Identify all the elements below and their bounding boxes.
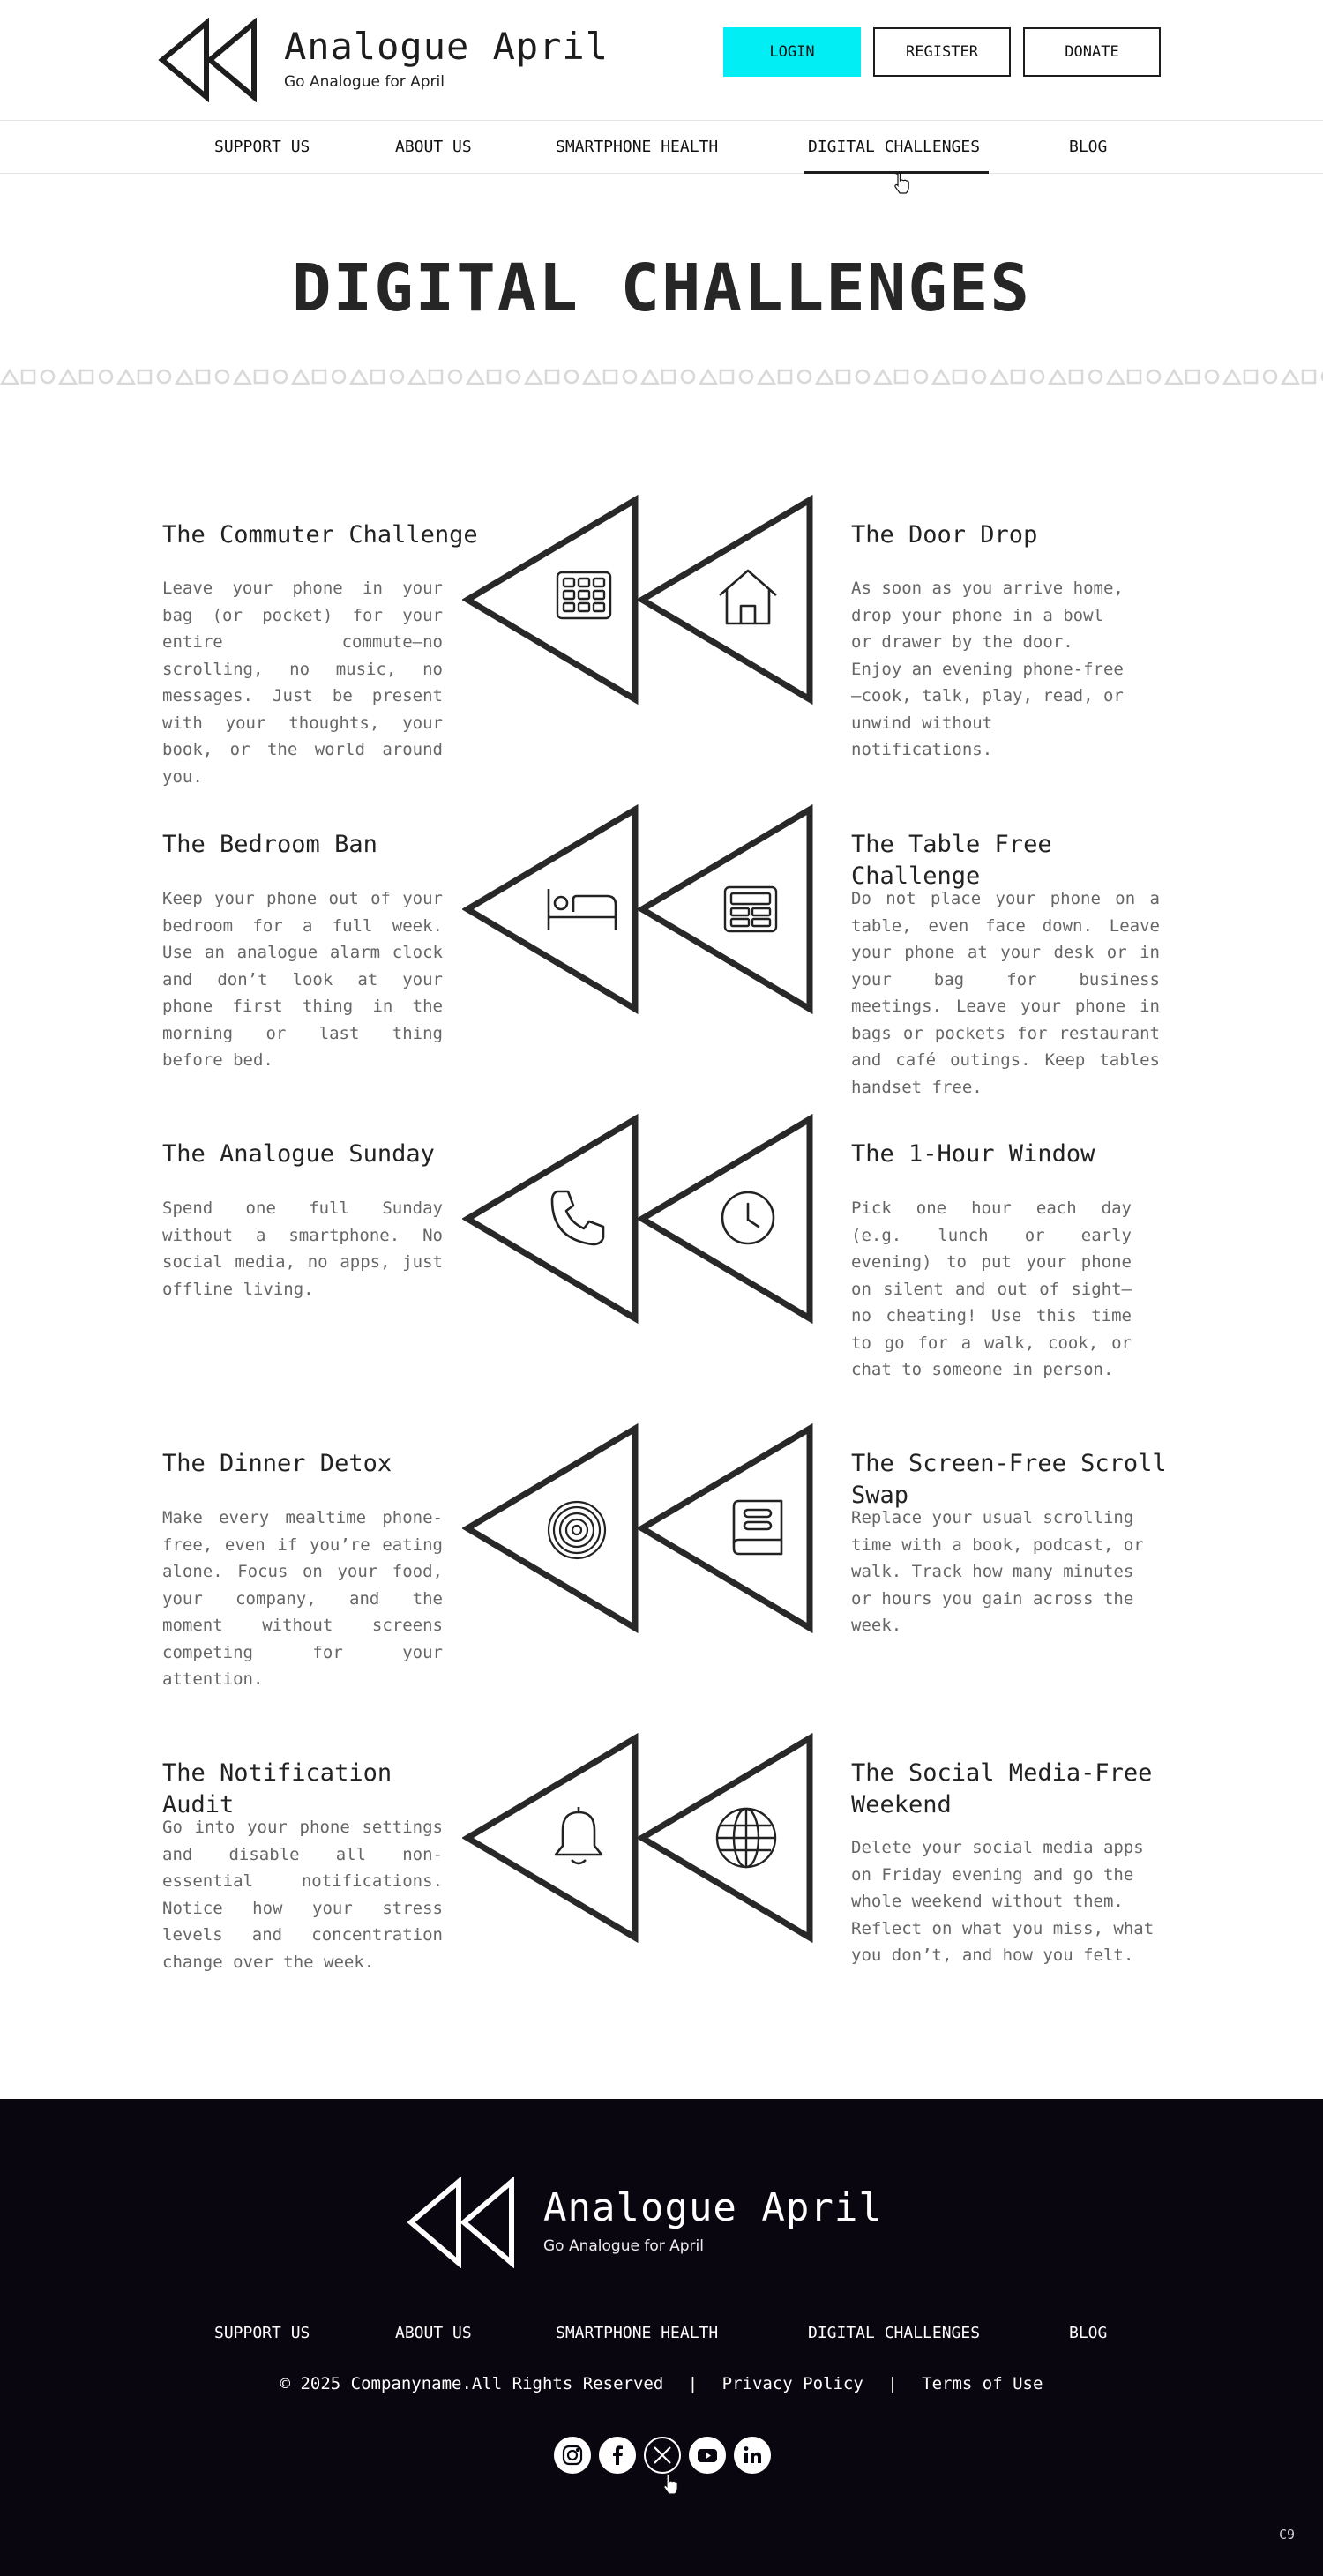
pattern-shape	[235, 370, 250, 384]
brand-tagline: Go Analogue for April	[284, 73, 445, 91]
challenge-description: Pick one hour each day (e.g. lunch or early evening) to put your phone on silent and out of sight—no cheating! Use this time to go for a walk, cook, or chat to someone in person.	[851, 1198, 1132, 1379]
pattern-shape	[526, 370, 542, 384]
pattern-shape	[351, 370, 367, 384]
x-icon[interactable]	[644, 2437, 681, 2474]
pattern-shape	[1245, 370, 1257, 383]
challenge-description: As soon as you arrive home, drop your phone in a bowl or drawer by the door. Enjoy an evening phone-free—cook, talk, play, read, or unwind without notifications.	[851, 579, 1124, 759]
pattern-shape	[953, 370, 966, 383]
nav-blog[interactable]: BLOG	[1069, 138, 1108, 156]
rewind-logo-icon	[406, 2177, 517, 2268]
challenge-triangles	[462, 804, 815, 1014]
pattern-shape	[430, 370, 442, 383]
donate-button[interactable]: DONATE	[1023, 27, 1161, 77]
pattern-shape	[700, 370, 716, 384]
challenge-triangles	[462, 1733, 815, 1943]
footer-brand-name: Analogue April	[543, 2185, 883, 2230]
challenge-description: Make every mealtime phone-free, even if you’re eating alone. Focus on your food, your company, and the moment without screens competing for your attention.	[162, 1508, 443, 1689]
challenge-title: The Screen-Free Scroll Swap	[851, 1450, 1167, 1509]
challenge-description: Keep your phone out of your bedroom for a full week. Use an analogue alarm clock and don’t look at your phone first thing in the morning or last thing before bed.	[162, 889, 443, 1070]
pattern-shape	[933, 370, 949, 384]
pattern-shape	[449, 370, 461, 383]
social-links	[554, 2437, 771, 2474]
pattern-shape	[875, 370, 891, 384]
pattern-shape	[1050, 370, 1065, 384]
pattern-shape	[682, 370, 694, 383]
main-nav	[0, 121, 1323, 174]
challenge-description: Delete your social media apps on Friday evening and go the whole weekend without them. Reflect on what you miss, what you don’t, and how you felt.	[851, 1838, 1155, 1965]
footer-nav-blog[interactable]: BLOG	[1069, 2324, 1108, 2342]
pattern-shape	[915, 370, 927, 383]
pattern-shape	[721, 370, 733, 383]
pattern-shape	[1108, 370, 1124, 384]
pattern-shape	[1282, 370, 1298, 384]
pattern-shape	[779, 370, 791, 383]
instagram-icon[interactable]	[554, 2437, 591, 2474]
pattern-shape	[216, 370, 228, 383]
nav-digital-challenges[interactable]: DIGITAL CHALLENGES	[808, 121, 980, 174]
pattern-shape	[409, 370, 425, 384]
footer-nav-digital-challenges[interactable]: DIGITAL CHALLENGES	[808, 2324, 981, 2342]
pattern-shape	[100, 370, 112, 383]
pattern-shape	[1186, 370, 1199, 383]
corner-label: C9	[1278, 2527, 1295, 2542]
footer-brand-logo[interactable]	[406, 2177, 883, 2268]
challenge-title: The Analogue Sunday	[162, 1140, 435, 1168]
pattern-shape	[1031, 370, 1043, 383]
login-button[interactable]: LOGIN	[723, 27, 861, 77]
pattern-shape	[565, 370, 578, 383]
pattern-shape	[1264, 370, 1276, 383]
challenge-triangles	[462, 1114, 815, 1324]
pattern-shape	[642, 370, 658, 384]
pattern-shape	[176, 370, 192, 384]
pattern-shape	[391, 370, 403, 383]
pattern-shape	[1089, 370, 1102, 383]
site-header	[0, 0, 1323, 121]
page-title: DIGITAL CHALLENGES	[292, 250, 1031, 326]
pattern-shape	[662, 370, 675, 383]
pattern-shape	[1166, 370, 1182, 384]
pattern-shape	[488, 370, 500, 383]
footer-brand-tagline: Go Analogue for April	[543, 2237, 704, 2255]
pattern-shape	[255, 370, 267, 383]
challenge-title: The Social Media-Free Weekend	[851, 1759, 1153, 1818]
pattern-shape	[1070, 370, 1082, 383]
challenge-description: Leave your phone in your bag (or pocket) for your entire commute—no scrolling, no music, no messages. Just be present with your thoughts, your book, or the world around you.	[162, 579, 443, 787]
pattern-shape	[118, 370, 134, 384]
pattern-shape	[22, 370, 34, 383]
privacy-policy-link[interactable]: Privacy Policy	[721, 2374, 863, 2393]
terms-of-use-link[interactable]: Terms of Use	[922, 2374, 1043, 2393]
nav-support-us[interactable]: SUPPORT US	[214, 138, 310, 156]
pattern-shape	[895, 370, 908, 383]
challenge-title: The 1-Hour Window	[851, 1140, 1095, 1168]
pattern-shape	[1224, 370, 1240, 384]
pattern-shape	[158, 370, 170, 383]
challenge-title: The Commuter Challenge	[162, 521, 478, 549]
pattern-shape	[507, 370, 519, 383]
pattern-shape	[546, 370, 558, 383]
copyright-text: © 2025 Companyname.All Rights Reserved	[280, 2374, 664, 2393]
challenge-description: Spend one full Sunday without a smartphone. No social media, no apps, just offline living.	[162, 1198, 443, 1299]
challenge-title: The Table Free Challenge	[851, 831, 1052, 890]
legal-separator: |	[887, 2374, 898, 2393]
pattern-shape	[798, 370, 811, 383]
pattern-shape	[60, 370, 76, 384]
pattern-shape	[740, 370, 752, 383]
facebook-icon[interactable]	[599, 2437, 636, 2474]
footer-nav-smartphone-health[interactable]: SMARTPHONE HEALTH	[556, 2324, 719, 2342]
pattern-shape	[313, 370, 325, 383]
pattern-shape	[1303, 370, 1315, 383]
hand-cursor-icon	[660, 2473, 679, 2496]
pattern-shape	[759, 370, 774, 384]
footer-nav-support-us[interactable]: SUPPORT US	[214, 2324, 310, 2342]
pattern-shape	[371, 370, 384, 383]
hand-cursor-icon	[891, 172, 910, 195]
pattern-shape	[604, 370, 617, 383]
challenge-triangles	[462, 495, 815, 705]
pattern-shape	[837, 370, 849, 383]
challenge-title: The Bedroom Ban	[162, 831, 377, 858]
pattern-shape	[624, 370, 636, 383]
pattern-shape	[467, 370, 483, 384]
pattern-shape	[817, 370, 833, 384]
pattern-shape	[584, 370, 600, 384]
site-footer	[0, 2099, 1323, 2576]
challenge-triangles	[462, 1423, 815, 1633]
challenge-description: Replace your usual scrolling time with a book, podcast, or walk. Track how many minutes or hours you gain across the week.	[851, 1508, 1144, 1635]
pattern-shape	[333, 370, 345, 383]
pattern-shape	[274, 370, 287, 383]
linkedin-icon[interactable]	[734, 2437, 771, 2474]
pattern-shape	[1012, 370, 1024, 383]
pattern-shape	[80, 370, 93, 383]
challenge-title: The Dinner Detox	[162, 1450, 392, 1477]
footer-legal	[0, 2374, 1323, 2393]
pattern-shape	[197, 370, 209, 383]
challenge-description: Go into your phone settings and disable all non-essential notifications. Notice how your stress levels and concentration change over the week.	[162, 1818, 443, 1972]
legal-separator: |	[687, 2374, 699, 2393]
pattern-shape	[293, 370, 309, 384]
challenge-description: Do not place your phone on a table, even face down. Leave your phone at your desk or in your bag for business meetings. Leave your phone in bags or pockets for restaurant and café outings. Keep tables handset free.	[851, 889, 1160, 1097]
pattern-shape	[973, 370, 985, 383]
pattern-shape	[1206, 370, 1218, 383]
brand-logo[interactable]	[157, 18, 609, 102]
youtube-icon[interactable]	[689, 2437, 726, 2474]
pattern-shape	[2, 370, 18, 384]
pattern-shape	[138, 370, 151, 383]
pattern-shape	[991, 370, 1007, 384]
challenge-title: The Door Drop	[851, 521, 1038, 549]
pattern-shape	[1128, 370, 1140, 383]
shape-pattern-divider	[0, 367, 1323, 388]
register-button[interactable]: REGISTER	[873, 27, 1011, 77]
nav-about-us[interactable]: ABOUT US	[395, 138, 472, 156]
challenges-section	[0, 388, 1323, 2099]
brand-name: Analogue April	[284, 25, 609, 68]
footer-nav-about-us[interactable]: ABOUT US	[395, 2324, 472, 2342]
nav-smartphone-health[interactable]: SMARTPHONE HEALTH	[556, 138, 719, 156]
pattern-shape	[1147, 370, 1160, 383]
pattern-shape	[41, 370, 54, 383]
globe-icon	[717, 1809, 775, 1867]
pattern-shape	[856, 370, 869, 383]
rewind-logo-icon	[157, 18, 259, 102]
challenge-title: The Notification Audit	[162, 1759, 392, 1818]
